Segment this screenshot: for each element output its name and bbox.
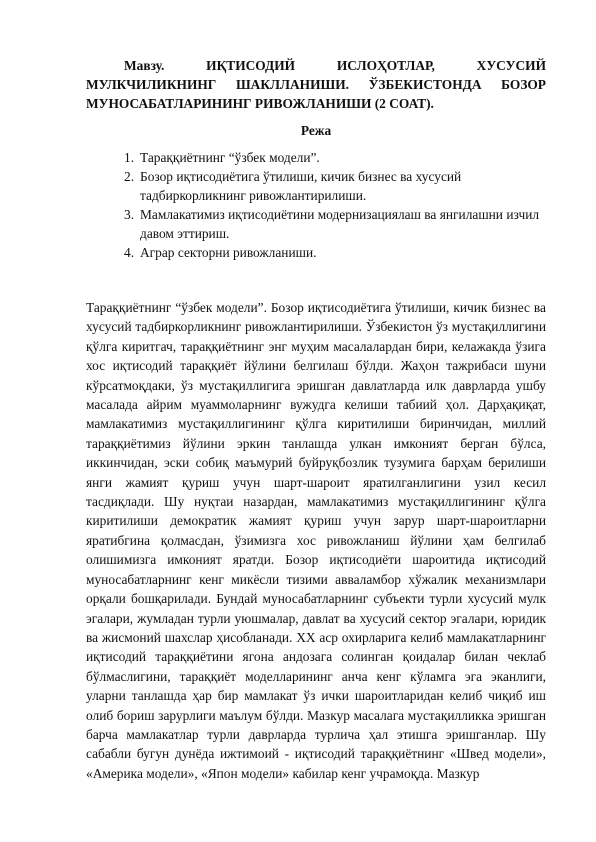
plan-item-number: 4. — [124, 245, 135, 260]
plan-item-number: 3. — [124, 207, 135, 222]
plan-list — [86, 148, 546, 262]
plan-item-number: 2. — [124, 169, 135, 184]
plan-heading: Режа — [300, 123, 332, 138]
plan-item-text: Бозор иқтисодиётига ўтилиши, кичик бизнес ва хусусий тадбиркорликнинг ривожлантирилиши. — [140, 169, 462, 203]
plan-item — [124, 243, 546, 262]
document-page — [86, 56, 546, 783]
plan-item-text: Тараққиётнинг “ўзбек модели”. — [140, 150, 320, 165]
plan-item-number: 1. — [124, 150, 135, 165]
document-title: Мавзу. ИҚТИСОДИЙ ИСЛОҲОТЛАР, ХУСУСИЙ МУЛКЧИЛИКНИНГ ШАКЛЛАНИШИ. ЎЗБЕКИСТОНДА БОЗОР МУНОСАБАТЛАРИНИНГ РИВОЖЛАНИШИ (2 СОАТ). — [86, 58, 546, 111]
plan-item — [124, 167, 546, 205]
plan-item — [124, 205, 546, 243]
plan-item-text: Аграр секторни ривожланиши. — [140, 245, 317, 260]
body-paragraph: Тараққиётнинг “ўзбек модели”. Бозор иқтисодиётига ўтилиши, кичик бизнес ва хусусий тадбиркорликнинг ривожлантирилиши. Ўзбекистон ўз мустақиллигини қўлга киритгач, тараққиётнинг энг муҳим масалалардан бири, келажакда ўзига хос иқтисодий тараққиёт йўлини белгилаш бўлди. Жаҳон тажрибаси шуни кўрсатмоқдаки, ўз мустақиллигига эришган давлатларда илк даврларда ушбу масалада айрим муаммоларнинг вужудга келиши табиий ҳол. Дарҳақиқат, мамлакатимиз мустақиллигининг қўлга киритилиши биринчидан, миллий тараққиётимиз йўлини эркин танлашда улкан имконият берган бўлса, иккинчидан, эски собиқ маъмурий буйруқбозлик тузумига барҳам берилиши янги жамият қуриш учун шарт-шароит яратилганлигини узил кесил тасдиқлади. Шу нуқтаи назардан, мамлакатимиз мустақиллигининг қўлга киритилиши демократик жамият қуриш учун зарур шарт-шароитларни яратибгина қолмасдан, ўзимизга хос ривожланиш йўлини ҳам белгилаб олишимизга имконият яратди. Бозор иқтисодиёти шароитида иқтисодий муносабатларнинг кенг микёсли тизими авваламбор хўжалик механизмлари орқали бошқарилади. Бундай муносабатларнинг субъекти турли хусусий мулк эгалари, жумладан турли уюшмалар, давлат ва хусусий сектор эгалари, юридик ва жисмоний шахслар ҳисобланади. XX аср охирларига келиб мамлакатларнинг иқтисодий тараққиётини ягона андозага солинган қоидалар билан чеклаб бўлмаслигини, тараққиёт моделларининг анча кенг кўламга эга эканлиги, уларни танлашда ҳар бир мамлакат ўз ички шароитларидан келиб чиқиб иш олиб бориш зарурлиги маълум бўлди. Мазкур масалага мустақилликка эришган барча мамлакатлар турли даврларда турлича ҳал этишга эришганлар. Шу сабабли бугун дунёда ижтимоий - иқтисодий тараққиётнинг «Швед модели», «Америка модели», «Япон модели» кабилар кенг учрамоқда. Мазкур — [86, 300, 546, 781]
plan-item-text: Мамлакатимиз иқтисодиётини модернизациялаш ва янгилашни изчил давом эттириш. — [140, 207, 540, 241]
plan-item — [124, 148, 546, 167]
